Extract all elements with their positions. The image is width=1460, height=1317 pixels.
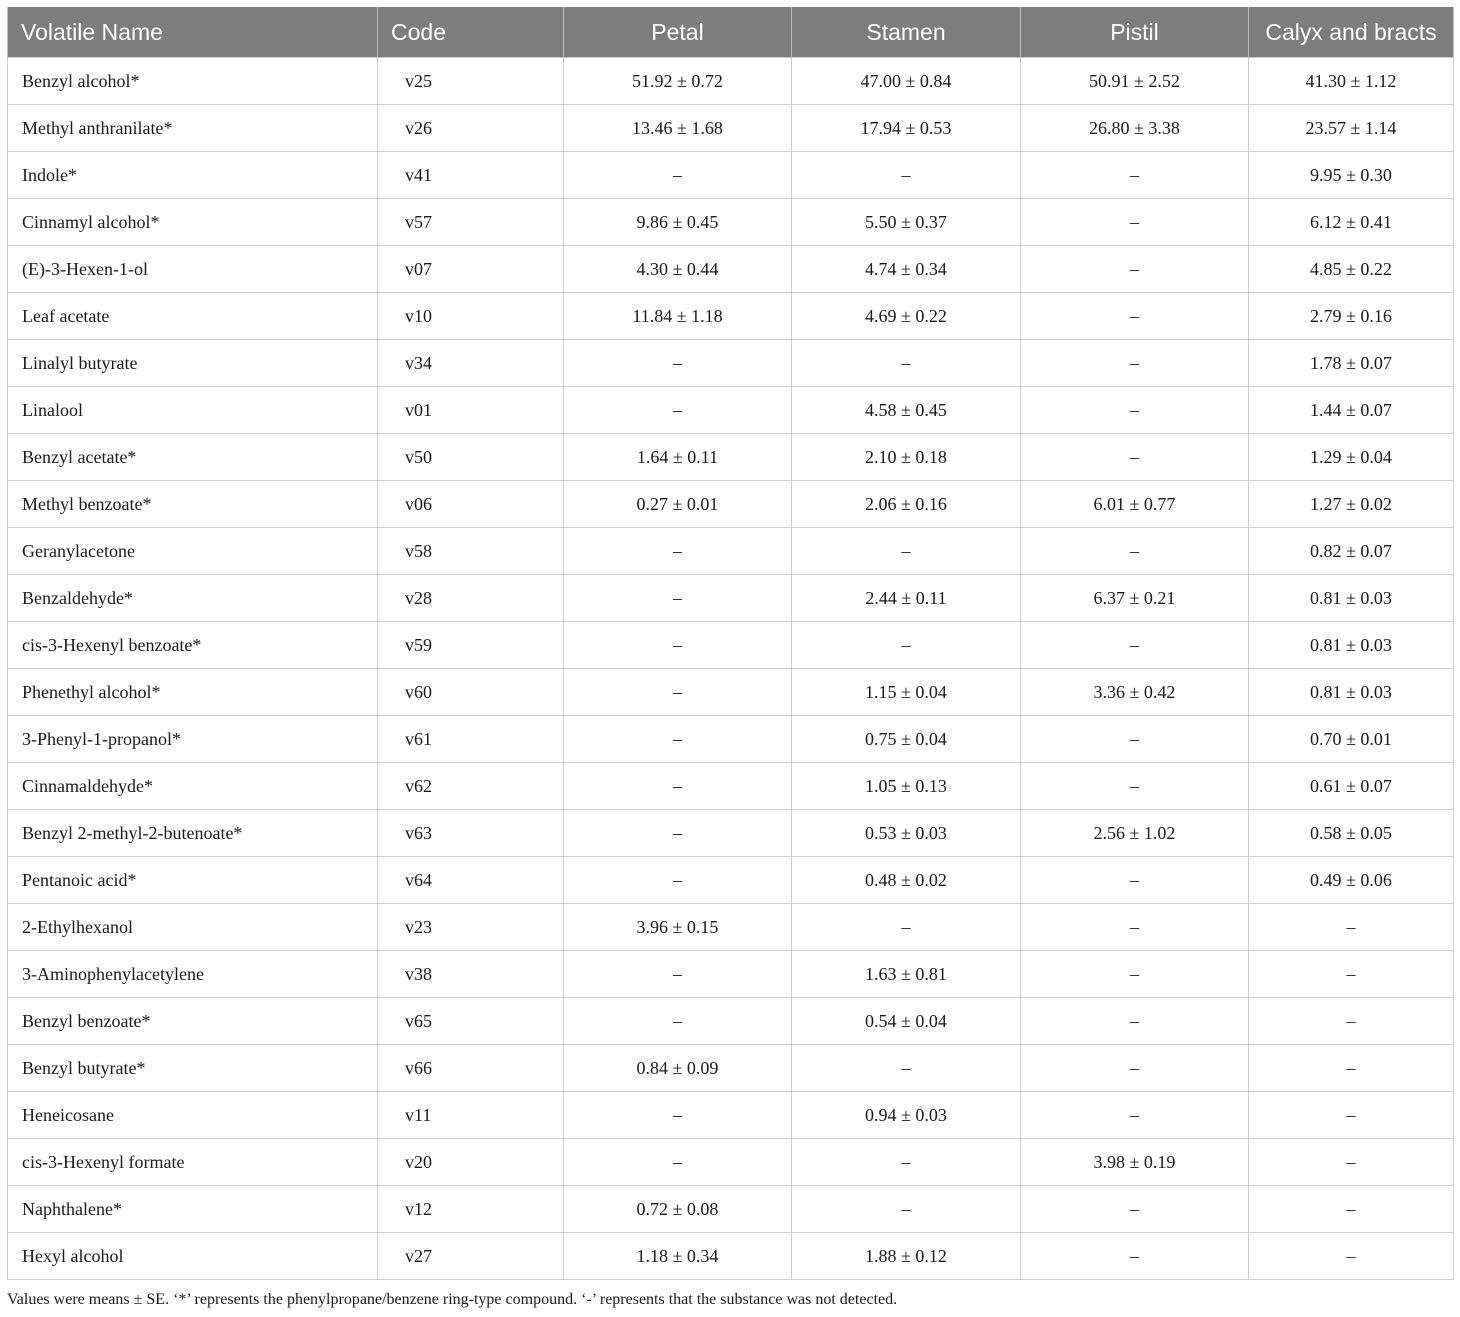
cell-stamen: – <box>792 340 1021 387</box>
cell-petal: 0.27 ± 0.01 <box>564 481 792 528</box>
cell-stamen: 0.75 ± 0.04 <box>792 716 1021 763</box>
cell-volatile-name: Pentanoic acid* <box>8 857 378 904</box>
cell-volatile-name: Naphthalene* <box>8 1186 378 1233</box>
cell-volatile-name: Benzyl 2-methyl-2-butenoate* <box>8 810 378 857</box>
cell-code: v38 <box>378 951 564 998</box>
table-row <box>8 763 1454 810</box>
cell-volatile-name: Benzaldehyde* <box>8 575 378 622</box>
cell-calyx-and-bracts: 6.12 ± 0.41 <box>1249 199 1454 246</box>
cell-calyx-and-bracts: 0.81 ± 0.03 <box>1249 669 1454 716</box>
table-row <box>8 951 1454 998</box>
cell-stamen: 1.63 ± 0.81 <box>792 951 1021 998</box>
header-code: Code <box>378 7 564 58</box>
cell-pistil: – <box>1021 434 1249 481</box>
cell-petal: 9.86 ± 0.45 <box>564 199 792 246</box>
cell-stamen: 1.05 ± 0.13 <box>792 763 1021 810</box>
cell-code: v20 <box>378 1139 564 1186</box>
cell-petal: 3.96 ± 0.15 <box>564 904 792 951</box>
table-row <box>8 1045 1454 1092</box>
table-row <box>8 622 1454 669</box>
cell-code: v01 <box>378 387 564 434</box>
header-pistil: Pistil <box>1021 7 1249 58</box>
cell-volatile-name: 2-Ethylhexanol <box>8 904 378 951</box>
cell-volatile-name: Methyl anthranilate* <box>8 105 378 152</box>
cell-calyx-and-bracts: 0.70 ± 0.01 <box>1249 716 1454 763</box>
cell-calyx-and-bracts: – <box>1249 998 1454 1045</box>
cell-pistil: – <box>1021 528 1249 575</box>
cell-volatile-name: 3-Phenyl-1-propanol* <box>8 716 378 763</box>
cell-code: v12 <box>378 1186 564 1233</box>
volatile-table-container <box>7 7 1453 1280</box>
cell-stamen: – <box>792 1186 1021 1233</box>
cell-code: v11 <box>378 1092 564 1139</box>
cell-calyx-and-bracts: – <box>1249 951 1454 998</box>
cell-petal: – <box>564 340 792 387</box>
volatile-compounds-table <box>7 7 1454 1280</box>
cell-pistil: – <box>1021 951 1249 998</box>
cell-volatile-name: Benzyl acetate* <box>8 434 378 481</box>
cell-petal: – <box>564 387 792 434</box>
cell-petal: 0.84 ± 0.09 <box>564 1045 792 1092</box>
cell-code: v63 <box>378 810 564 857</box>
table-body <box>8 58 1454 1280</box>
cell-volatile-name: Hexyl alcohol <box>8 1233 378 1280</box>
table-row <box>8 575 1454 622</box>
cell-calyx-and-bracts: – <box>1249 1092 1454 1139</box>
cell-calyx-and-bracts: – <box>1249 1233 1454 1280</box>
table-row <box>8 434 1454 481</box>
cell-pistil: 50.91 ± 2.52 <box>1021 58 1249 105</box>
table-row <box>8 1186 1454 1233</box>
cell-stamen: 1.88 ± 0.12 <box>792 1233 1021 1280</box>
cell-volatile-name: Indole* <box>8 152 378 199</box>
cell-pistil: 6.01 ± 0.77 <box>1021 481 1249 528</box>
cell-code: v64 <box>378 857 564 904</box>
cell-volatile-name: Linalyl butyrate <box>8 340 378 387</box>
table-row <box>8 58 1454 105</box>
header-stamen: Stamen <box>792 7 1021 58</box>
cell-code: v28 <box>378 575 564 622</box>
cell-code: v66 <box>378 1045 564 1092</box>
cell-pistil: 6.37 ± 0.21 <box>1021 575 1249 622</box>
cell-stamen: 47.00 ± 0.84 <box>792 58 1021 105</box>
cell-stamen: 5.50 ± 0.37 <box>792 199 1021 246</box>
cell-stamen: 17.94 ± 0.53 <box>792 105 1021 152</box>
cell-stamen: – <box>792 152 1021 199</box>
cell-pistil: – <box>1021 857 1249 904</box>
cell-pistil: – <box>1021 998 1249 1045</box>
cell-petal: – <box>564 716 792 763</box>
cell-volatile-name: Benzyl butyrate* <box>8 1045 378 1092</box>
cell-stamen: 0.48 ± 0.02 <box>792 857 1021 904</box>
header-volatile-name: Volatile Name <box>8 7 378 58</box>
cell-calyx-and-bracts: 1.27 ± 0.02 <box>1249 481 1454 528</box>
cell-pistil: – <box>1021 246 1249 293</box>
cell-pistil: – <box>1021 622 1249 669</box>
table-row <box>8 387 1454 434</box>
cell-pistil: – <box>1021 387 1249 434</box>
cell-pistil: – <box>1021 1092 1249 1139</box>
cell-stamen: 4.69 ± 0.22 <box>792 293 1021 340</box>
table-row <box>8 1139 1454 1186</box>
cell-calyx-and-bracts: 1.44 ± 0.07 <box>1249 387 1454 434</box>
cell-pistil: – <box>1021 1186 1249 1233</box>
cell-stamen: – <box>792 1139 1021 1186</box>
cell-calyx-and-bracts: 41.30 ± 1.12 <box>1249 58 1454 105</box>
cell-petal: – <box>564 1139 792 1186</box>
cell-code: v06 <box>378 481 564 528</box>
cell-volatile-name: Phenethyl alcohol* <box>8 669 378 716</box>
cell-pistil: – <box>1021 340 1249 387</box>
table-footnote: Values were means ± SE. ‘*’ represents the phenylpropane/benzene ring-type compound. ‘-’ represents that the substance was not detected. <box>7 1291 898 1308</box>
cell-stamen: 0.53 ± 0.03 <box>792 810 1021 857</box>
cell-code: v57 <box>378 199 564 246</box>
cell-petal: – <box>564 857 792 904</box>
cell-calyx-and-bracts: 1.29 ± 0.04 <box>1249 434 1454 481</box>
cell-code: v27 <box>378 1233 564 1280</box>
cell-volatile-name: Benzyl benzoate* <box>8 998 378 1045</box>
cell-pistil: 2.56 ± 1.02 <box>1021 810 1249 857</box>
table-row <box>8 246 1454 293</box>
table-row <box>8 716 1454 763</box>
cell-petal: 1.18 ± 0.34 <box>564 1233 792 1280</box>
cell-calyx-and-bracts: – <box>1249 1139 1454 1186</box>
cell-calyx-and-bracts: – <box>1249 1045 1454 1092</box>
header-row <box>8 7 1454 58</box>
table-header <box>8 7 1454 58</box>
table-row <box>8 152 1454 199</box>
cell-petal: 4.30 ± 0.44 <box>564 246 792 293</box>
cell-calyx-and-bracts: 0.82 ± 0.07 <box>1249 528 1454 575</box>
cell-volatile-name: Heneicosane <box>8 1092 378 1139</box>
table-row <box>8 199 1454 246</box>
cell-calyx-and-bracts: 0.81 ± 0.03 <box>1249 575 1454 622</box>
header-calyx-and-bracts: Calyx and bracts <box>1249 7 1454 58</box>
cell-petal: – <box>564 152 792 199</box>
cell-code: v34 <box>378 340 564 387</box>
cell-calyx-and-bracts: 4.85 ± 0.22 <box>1249 246 1454 293</box>
cell-pistil: – <box>1021 904 1249 951</box>
cell-calyx-and-bracts: 2.79 ± 0.16 <box>1249 293 1454 340</box>
cell-petal: – <box>564 622 792 669</box>
cell-pistil: – <box>1021 199 1249 246</box>
cell-code: v60 <box>378 669 564 716</box>
cell-pistil: 26.80 ± 3.38 <box>1021 105 1249 152</box>
table-row <box>8 998 1454 1045</box>
cell-calyx-and-bracts: 0.49 ± 0.06 <box>1249 857 1454 904</box>
table-row <box>8 810 1454 857</box>
cell-stamen: 4.58 ± 0.45 <box>792 387 1021 434</box>
cell-stamen: – <box>792 622 1021 669</box>
cell-stamen: 0.54 ± 0.04 <box>792 998 1021 1045</box>
cell-code: v50 <box>378 434 564 481</box>
cell-stamen: – <box>792 1045 1021 1092</box>
cell-volatile-name: Linalool <box>8 387 378 434</box>
cell-volatile-name: Benzyl alcohol* <box>8 58 378 105</box>
cell-pistil: – <box>1021 763 1249 810</box>
cell-volatile-name: Leaf acetate <box>8 293 378 340</box>
cell-volatile-name: Methyl benzoate* <box>8 481 378 528</box>
cell-stamen: 0.94 ± 0.03 <box>792 1092 1021 1139</box>
cell-volatile-name: Cinnamyl alcohol* <box>8 199 378 246</box>
cell-petal: – <box>564 528 792 575</box>
cell-volatile-name: Geranylacetone <box>8 528 378 575</box>
cell-code: v23 <box>378 904 564 951</box>
cell-petal: 11.84 ± 1.18 <box>564 293 792 340</box>
cell-petal: – <box>564 951 792 998</box>
cell-code: v62 <box>378 763 564 810</box>
cell-petal: – <box>564 763 792 810</box>
cell-stamen: – <box>792 904 1021 951</box>
cell-code: v41 <box>378 152 564 199</box>
cell-volatile-name: 3-Aminophenylacetylene <box>8 951 378 998</box>
cell-volatile-name: cis-3-Hexenyl benzoate* <box>8 622 378 669</box>
cell-volatile-name: (E)-3-Hexen-1-ol <box>8 246 378 293</box>
cell-calyx-and-bracts: – <box>1249 1186 1454 1233</box>
table-row <box>8 904 1454 951</box>
cell-calyx-and-bracts: 0.61 ± 0.07 <box>1249 763 1454 810</box>
cell-calyx-and-bracts: 0.81 ± 0.03 <box>1249 622 1454 669</box>
table-row <box>8 857 1454 904</box>
table-row <box>8 669 1454 716</box>
cell-stamen: – <box>792 528 1021 575</box>
cell-petal: 51.92 ± 0.72 <box>564 58 792 105</box>
cell-pistil: – <box>1021 1045 1249 1092</box>
table-row <box>8 293 1454 340</box>
table-row <box>8 481 1454 528</box>
cell-petal: – <box>564 998 792 1045</box>
cell-petal: – <box>564 810 792 857</box>
cell-volatile-name: cis-3-Hexenyl formate <box>8 1139 378 1186</box>
cell-stamen: 1.15 ± 0.04 <box>792 669 1021 716</box>
cell-pistil: 3.98 ± 0.19 <box>1021 1139 1249 1186</box>
cell-calyx-and-bracts: 23.57 ± 1.14 <box>1249 105 1454 152</box>
cell-stamen: 4.74 ± 0.34 <box>792 246 1021 293</box>
table-row <box>8 1233 1454 1280</box>
table-row <box>8 105 1454 152</box>
cell-pistil: – <box>1021 1233 1249 1280</box>
cell-stamen: 2.06 ± 0.16 <box>792 481 1021 528</box>
cell-code: v58 <box>378 528 564 575</box>
cell-petal: – <box>564 669 792 716</box>
header-petal: Petal <box>564 7 792 58</box>
cell-pistil: – <box>1021 152 1249 199</box>
cell-petal: 1.64 ± 0.11 <box>564 434 792 481</box>
cell-code: v61 <box>378 716 564 763</box>
cell-code: v26 <box>378 105 564 152</box>
cell-petal: 13.46 ± 1.68 <box>564 105 792 152</box>
cell-code: v59 <box>378 622 564 669</box>
cell-code: v65 <box>378 998 564 1045</box>
cell-petal: – <box>564 575 792 622</box>
cell-code: v07 <box>378 246 564 293</box>
cell-stamen: 2.10 ± 0.18 <box>792 434 1021 481</box>
cell-pistil: – <box>1021 716 1249 763</box>
cell-calyx-and-bracts: 1.78 ± 0.07 <box>1249 340 1454 387</box>
table-row <box>8 528 1454 575</box>
cell-pistil: 3.36 ± 0.42 <box>1021 669 1249 716</box>
table-row <box>8 340 1454 387</box>
cell-volatile-name: Cinnamaldehyde* <box>8 763 378 810</box>
cell-pistil: – <box>1021 293 1249 340</box>
cell-stamen: 2.44 ± 0.11 <box>792 575 1021 622</box>
cell-code: v25 <box>378 58 564 105</box>
cell-code: v10 <box>378 293 564 340</box>
cell-calyx-and-bracts: 0.58 ± 0.05 <box>1249 810 1454 857</box>
cell-calyx-and-bracts: 9.95 ± 0.30 <box>1249 152 1454 199</box>
table-row <box>8 1092 1454 1139</box>
cell-petal: 0.72 ± 0.08 <box>564 1186 792 1233</box>
cell-petal: – <box>564 1092 792 1139</box>
cell-calyx-and-bracts: – <box>1249 904 1454 951</box>
